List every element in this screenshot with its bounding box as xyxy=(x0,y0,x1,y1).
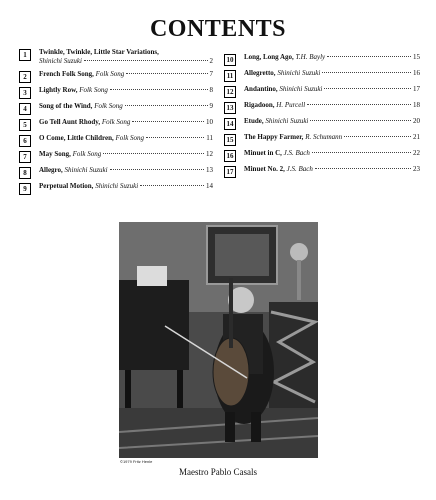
photo-caption: Maestro Pablo Casals xyxy=(179,467,257,477)
toc-entry-line xyxy=(244,85,420,94)
toc-entry-number: 17 xyxy=(224,166,236,178)
toc-entry-line xyxy=(39,150,213,159)
toc-entry-text xyxy=(39,102,213,111)
toc-entry xyxy=(224,53,420,69)
toc-entry-title: O Come, Little Children, xyxy=(39,134,114,142)
toc-entry-number: 6 xyxy=(19,135,31,147)
toc-entry-page: 15 xyxy=(413,53,420,61)
toc-entry-title: Lightly Row, xyxy=(39,86,78,94)
toc-leader-dots xyxy=(315,168,411,169)
toc-entry-composer: J.S. Bach xyxy=(286,165,313,173)
toc-entry-title: Andantino, xyxy=(244,85,278,93)
toc-entry xyxy=(19,118,213,134)
toc-entry-number: 3 xyxy=(19,87,31,99)
toc-entry-number: 15 xyxy=(224,134,236,146)
toc-entry-line xyxy=(244,149,420,158)
toc-entry-page: 17 xyxy=(413,85,420,93)
toc-entry-title: French Folk Song, xyxy=(39,70,94,78)
toc-entry-line xyxy=(39,166,213,175)
toc-entry-title: Minuet No. 2, xyxy=(244,165,285,173)
toc-entry-page: 10 xyxy=(206,118,213,126)
toc-entry-composer: Folk Song xyxy=(115,134,145,142)
toc-entry-line xyxy=(39,86,213,95)
toc-entry xyxy=(224,117,420,133)
toc-entry-text xyxy=(39,70,213,79)
toc-entry xyxy=(19,166,213,182)
toc-entry-title: Long, Long Ago, xyxy=(244,53,294,61)
toc-entry-number: 8 xyxy=(19,167,31,179)
toc-entry xyxy=(19,134,213,150)
toc-entry-page: 9 xyxy=(209,102,213,110)
toc-entry xyxy=(19,102,213,118)
toc-entry-page: 14 xyxy=(206,182,213,190)
toc-entry-composer: Folk Song xyxy=(79,86,108,94)
toc-entry-page: 8 xyxy=(209,86,213,94)
toc-entry-page: 22 xyxy=(413,149,420,157)
toc-entry-number: 4 xyxy=(19,103,31,115)
toc-entry-composer: Shinichi Suzuki xyxy=(279,85,323,93)
toc-entry-text xyxy=(39,118,213,127)
toc-entry-line xyxy=(39,118,213,127)
toc-entry-line xyxy=(39,102,213,111)
toc-entry-text xyxy=(39,134,213,143)
toc-leader-dots xyxy=(312,152,411,153)
toc-leader-dots xyxy=(84,60,208,61)
toc-entry-number: 12 xyxy=(224,86,236,98)
toc-entry-line xyxy=(39,70,213,79)
page-title: CONTENTS xyxy=(149,16,287,42)
toc-entry-composer: Shinichi Suzuki xyxy=(95,182,139,190)
toc-entry-number: 9 xyxy=(19,183,31,195)
toc-entry-composer: R. Schumann xyxy=(305,133,343,141)
photo-credit: ©1979 Fritz Henle xyxy=(120,459,153,464)
toc-entry-text xyxy=(39,166,213,175)
toc-entry-number: 13 xyxy=(224,102,236,114)
toc-entry-title: Go Tell Aunt Rhody, xyxy=(39,118,101,126)
toc-entry-page: 20 xyxy=(413,117,420,125)
toc-entry-composer: Shinichi Suzuki xyxy=(39,57,82,65)
toc-leader-dots xyxy=(140,185,204,186)
toc-entry xyxy=(19,70,213,86)
toc-entry-composer: J.S. Bach xyxy=(283,149,310,157)
toc-entry-text xyxy=(39,86,213,95)
toc-entry-title: Rigadoon, xyxy=(244,101,275,109)
toc-entry-text xyxy=(244,69,420,78)
toc-entry-line xyxy=(39,48,213,57)
toc-entry-title: Minuet in C, xyxy=(244,149,282,157)
toc-leader-dots xyxy=(146,137,204,138)
toc-entry-number: 2 xyxy=(19,71,31,83)
toc-entry xyxy=(19,150,213,166)
toc-entry-title: Perpetual Motion, xyxy=(39,182,94,190)
toc-entry-title: Allegretto, xyxy=(244,69,276,77)
toc-entry xyxy=(224,85,420,101)
toc-entry xyxy=(19,182,213,198)
toc-entry-title: Song of the Wind, xyxy=(39,102,93,110)
cellist-photo xyxy=(119,222,318,458)
toc-leader-dots xyxy=(132,121,204,122)
toc-entry-line xyxy=(244,165,420,174)
toc-leader-dots xyxy=(310,120,411,121)
toc-leader-dots xyxy=(110,169,204,170)
toc-entry-page: 21 xyxy=(413,133,420,141)
toc-entry-text xyxy=(244,117,420,126)
toc-entry-text xyxy=(244,133,420,142)
toc-entry-title: May Song, xyxy=(39,150,71,158)
toc-entry-page: 13 xyxy=(206,166,213,174)
toc-entry-title: Twinkle, Twinkle, Little Star Variations, xyxy=(39,48,159,56)
toc-leader-dots xyxy=(324,88,411,89)
toc-entry-text xyxy=(244,149,420,158)
toc-entry-page: 11 xyxy=(206,134,213,142)
contents-left-column xyxy=(19,48,213,198)
toc-entry-number: 7 xyxy=(19,151,31,163)
toc-entry-title: Allegro, xyxy=(39,166,63,174)
toc-leader-dots xyxy=(126,73,207,74)
toc-entry-line xyxy=(39,134,213,143)
toc-entry-page: 2 xyxy=(209,57,213,65)
toc-entry-composer: Folk Song xyxy=(101,118,131,126)
toc-entry-line xyxy=(244,117,420,126)
toc-entry xyxy=(19,86,213,102)
toc-entry xyxy=(224,133,420,149)
toc-entry xyxy=(19,48,213,70)
toc-entry-composer: Folk Song xyxy=(94,102,123,110)
toc-entry-page: 12 xyxy=(206,150,213,158)
toc-entry-text xyxy=(244,101,420,110)
toc-entry-composer: Shinichi Suzuki xyxy=(265,117,309,125)
toc-leader-dots xyxy=(322,72,411,73)
toc-entry-text xyxy=(244,53,420,62)
toc-entry-composer: Shinichi Suzuki xyxy=(64,166,108,174)
toc-entry-number: 1 xyxy=(19,49,31,61)
toc-entry-number: 11 xyxy=(224,70,236,82)
toc-entry-title: The Happy Farmer, xyxy=(244,133,304,141)
toc-entry xyxy=(224,101,420,117)
toc-entry-page: 7 xyxy=(209,70,213,78)
contents-right-column xyxy=(224,53,420,181)
toc-entry xyxy=(224,149,420,165)
toc-entry-page: 23 xyxy=(413,165,420,173)
toc-entry-text xyxy=(39,150,213,159)
toc-entry xyxy=(224,69,420,85)
toc-entry-title: Etude, xyxy=(244,117,264,125)
toc-entry-line xyxy=(244,69,420,78)
toc-leader-dots xyxy=(344,136,411,137)
toc-leader-dots xyxy=(125,105,208,106)
toc-entry-text xyxy=(244,85,420,94)
toc-entry-text xyxy=(39,182,213,191)
toc-entry-composer: Shinichi Suzuki xyxy=(277,69,321,77)
toc-entry-text xyxy=(244,165,420,174)
toc-entry-composer: H. Purcell xyxy=(276,101,306,109)
toc-leader-dots xyxy=(110,89,208,90)
toc-entry-number: 16 xyxy=(224,150,236,162)
toc-entry-composer: T.H. Bayly xyxy=(295,53,326,61)
toc-entry-text xyxy=(39,48,213,66)
toc-entry xyxy=(224,165,420,181)
toc-entry-line xyxy=(244,133,420,142)
toc-leader-dots xyxy=(327,56,411,57)
toc-entry-composer: Folk Song xyxy=(95,70,125,78)
toc-entry-composer: Folk Song xyxy=(72,150,102,158)
toc-entry-line xyxy=(244,101,420,110)
toc-entry-line xyxy=(39,182,213,191)
toc-entry-number: 10 xyxy=(224,54,236,66)
toc-entry-number: 5 xyxy=(19,119,31,131)
toc-entry-page: 16 xyxy=(413,69,420,77)
toc-leader-dots xyxy=(307,104,411,105)
toc-leader-dots xyxy=(103,153,204,154)
toc-entry-line xyxy=(244,53,420,62)
toc-entry-page: 18 xyxy=(413,101,420,109)
toc-entry-number: 14 xyxy=(224,118,236,130)
